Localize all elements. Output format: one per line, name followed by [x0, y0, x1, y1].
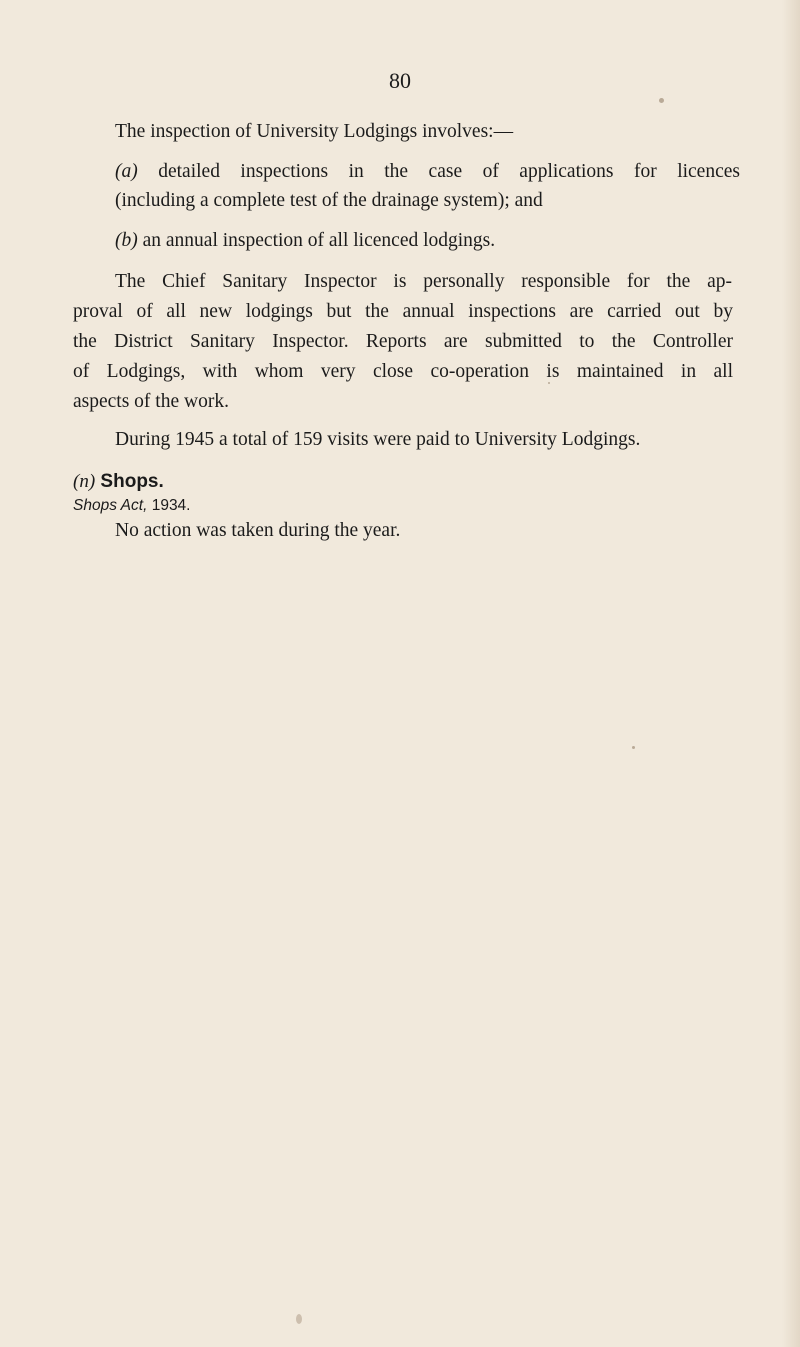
item-b-line [115, 226, 740, 256]
para1-line-2: proval of all new lodgings but the annual inspections are carried out by [73, 301, 733, 322]
para1-line-4: of Lodgings, with whom very close co-operation is maintained in all [73, 361, 733, 382]
item-a-line-1 [115, 157, 740, 187]
act-year: 1934. [147, 497, 191, 514]
paper-speck [659, 98, 664, 103]
act-name: Shops Act, [73, 497, 148, 514]
item-a-label: (a) [115, 161, 138, 182]
section-title: Shops. [95, 471, 164, 492]
page-number: 80 [389, 68, 411, 93]
intro-line: The inspection of University Lodgings involves:— [115, 121, 514, 142]
para1-line-5: aspects of the work. [73, 391, 229, 412]
act-reference [73, 495, 191, 517]
page-edge-shadow [782, 0, 800, 1347]
section-body: No action was taken during the year. [115, 520, 401, 541]
para1-line-3: the District Sanitary Inspector. Reports are submitted to the Controller [73, 331, 733, 352]
item-a-line-2: (including a complete test of the drainage system); and [115, 190, 543, 211]
section-letter: (n) [73, 471, 96, 492]
para2-line: During 1945 a total of 159 visits were paid to University Lodgings. [115, 429, 641, 450]
item-b-text: an annual inspection of all licenced lodgings. [137, 230, 496, 251]
item-a-text-1: detailed inspections in the case of applications for licences [137, 161, 740, 182]
section-heading [73, 469, 164, 495]
item-b-label: (b) [115, 230, 138, 251]
paper-speck [632, 746, 635, 749]
paper-speck [296, 1314, 302, 1324]
para1-line-1: The Chief Sanitary Inspector is personally responsible for the ap- [115, 271, 732, 292]
paper-speck [548, 382, 550, 384]
